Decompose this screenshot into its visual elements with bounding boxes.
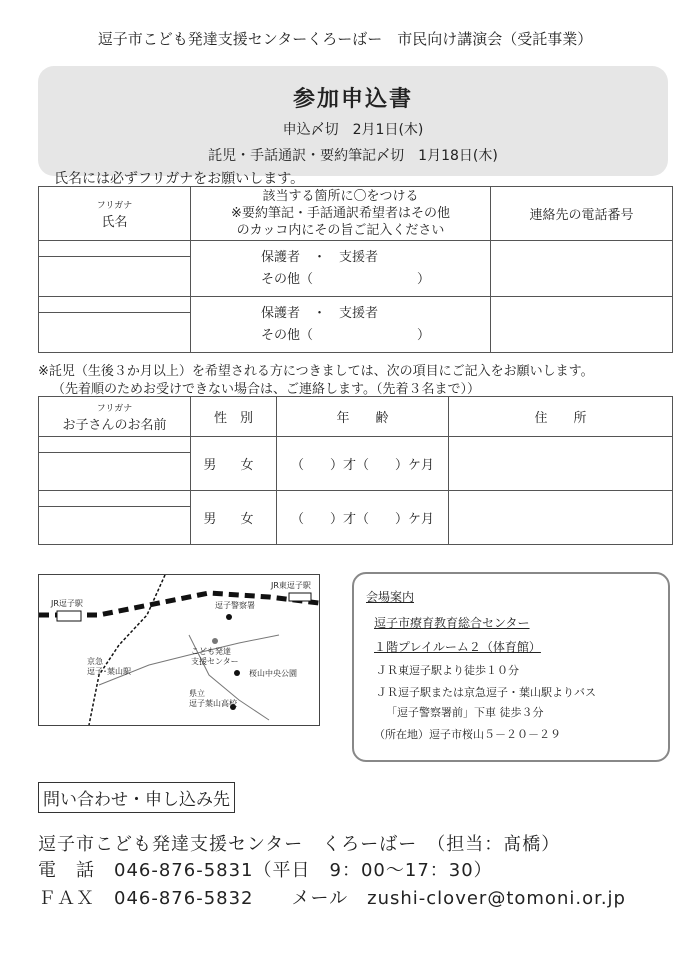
name-note: 氏名には必ずフリガナをお願いします。 [54,171,305,187]
contact-organization: 逗子市こども発達支援センター くろーばー （担当：髙橋） [38,834,561,855]
circle-instruction: 該当する箇所に〇をつける [262,189,419,204]
map-label-park: 桜山中央公園 [249,669,297,678]
map-drawing [39,575,319,725]
applicant-name-cell[interactable] [39,313,191,353]
contact-section-title: 問い合わせ・申し込み先 [38,782,235,813]
circle-header [191,187,491,241]
name-label: 氏名 [101,214,128,230]
jr-higashi-station-icon [289,593,311,601]
applicant-table [38,186,673,353]
applicant-phone-cell[interactable] [491,297,673,353]
childcare-table [38,396,673,545]
applicant-name-header [39,187,191,241]
keikyu-line [89,575,165,725]
option-other: その他（ ） [261,327,431,343]
gender-cell[interactable]: 男 女 [191,437,277,491]
document-header: 逗子市こども発達支援センターくろーばー 市民向け講演会（受託事業） [97,30,593,48]
map-label-jr-zushi: JR逗子駅 [51,599,83,608]
age-header: 年 齢 [277,397,449,437]
child-name-cell[interactable] [39,453,191,491]
access-map [38,574,320,726]
police-station-icon [226,614,232,620]
address-cell[interactable] [449,437,673,491]
map-label-police: 逗子警察署 [215,601,255,610]
applicant-furigana-cell[interactable] [39,297,191,313]
address-header: 住 所 [449,397,673,437]
child-name-cell[interactable] [39,507,191,545]
option-guardian: 保護者 ・ 支援者 [261,249,379,265]
childcare-note: ※託児（生後３か月以上）を希望される方につきましては、次の項目にご記入をお願いします。 [38,364,594,379]
age-cell[interactable]: （ ）才（ ）ケ月 [277,437,449,491]
age-cell[interactable]: （ ）才（ ）ケ月 [277,491,449,545]
phone-header: 連絡先の電話番号 [491,187,673,241]
childcare-note-2: （先着順のためお受けできない場合は、ご連絡します。（先着３名まで）） [52,382,480,397]
venue-room: １階プレイルーム２（体育館） [374,640,541,654]
option-guardian: 保護者 ・ 支援者 [261,305,379,321]
title-banner [38,66,668,176]
child-furigana-cell[interactable] [39,491,191,507]
applicant-phone-cell[interactable] [491,241,673,297]
venue-name: 逗子市療育教育総合センター [374,616,530,630]
venue-access-1: ＪＲ東逗子駅より徒歩１０分 [376,664,519,677]
furigana-label: フリガナ [96,403,133,414]
applicant-option-cell[interactable] [191,241,491,297]
child-furigana-cell[interactable] [39,437,191,453]
child-name-header [39,397,191,437]
furigana-label: フリガナ [96,200,133,211]
gender-cell[interactable]: 男 女 [191,491,277,545]
gender-header: 性 別 [191,397,277,437]
venue-access-3: 「逗子警察署前」下車 徒歩３分 [386,706,544,719]
contact-fax-email: ＦＡＸ 046-876-5832 メール zushi-clover@tomoni.or.jp [38,888,626,909]
map-label-center: こども発達 支援センター [191,647,239,666]
deadline-support: 託児・手話通訳・要約筆記〆切 1月18日(木) [208,148,498,164]
applicant-name-cell[interactable] [39,257,191,297]
address-cell[interactable] [449,491,673,545]
venue-access-2: ＪＲ逗子駅または京急逗子・葉山駅よりバス [376,686,596,699]
park-icon [234,670,240,676]
map-label-school: 県立 逗子葉山高校 [189,689,237,708]
venue-info-box [352,572,670,762]
applicant-option-cell[interactable] [191,297,491,353]
jr-zushi-station-icon [57,611,81,621]
map-label-jr-higashi: JR東逗子駅 [271,581,311,590]
venue-title: 会場案内 [366,590,415,604]
center-icon [212,638,218,644]
venue-address: （所在地）逗子市桜山５－２０－２９ [374,728,561,741]
map-label-keikyu: 京急 逗子･葉山駅 [87,657,131,676]
page-title: 参加申込書 [292,87,413,112]
deadline-apply: 申込〆切 2月1日(木) [282,122,424,138]
option-other: その他（ ） [261,271,431,287]
circle-note-1: ※要約筆記・手話通訳希望者はその他 [231,206,450,221]
contact-phone: 電 話 046-876-5831（平日 9：00～17：30） [38,860,493,881]
circle-note-2: のカッコ内にその旨ご記入ください [236,223,445,238]
applicant-furigana-cell[interactable] [39,241,191,257]
child-name-label: お子さんのお名前 [62,417,167,433]
